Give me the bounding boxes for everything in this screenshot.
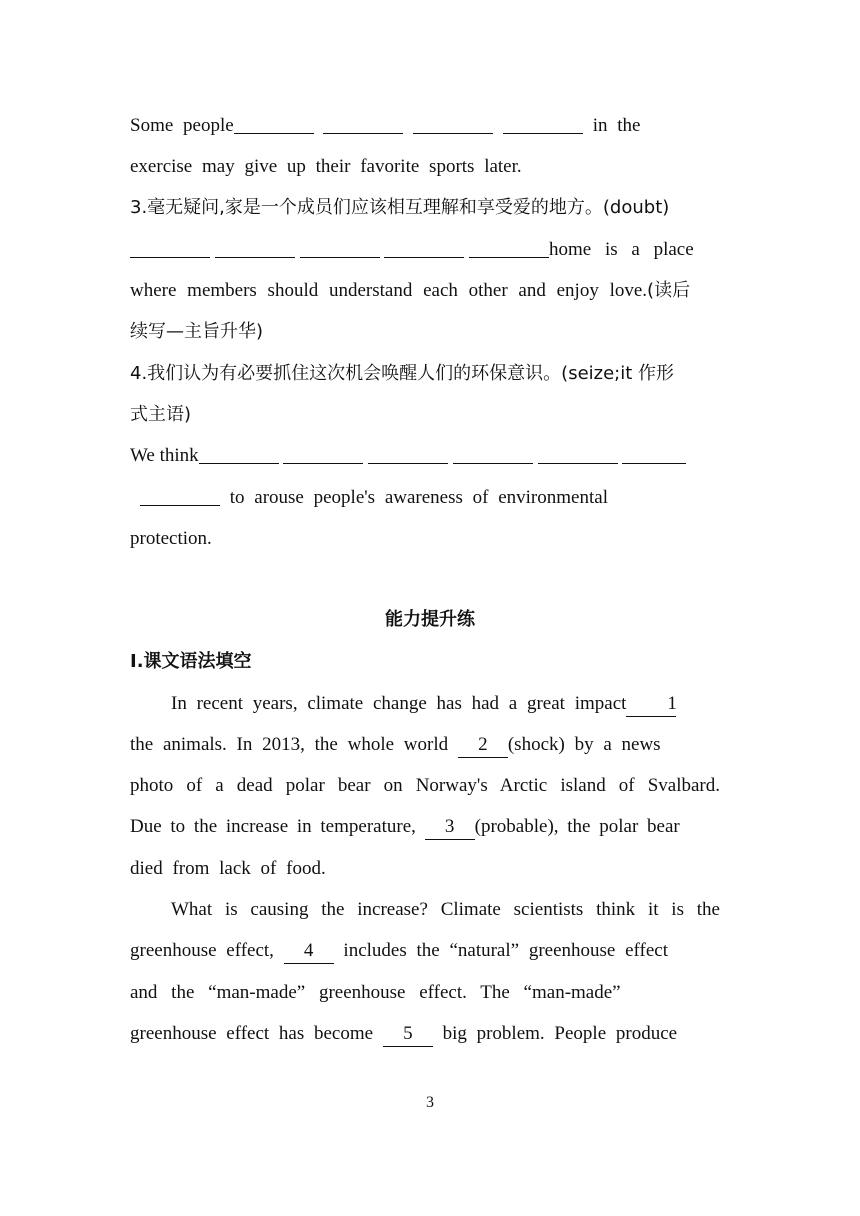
- question-4: 4.我们认为有必要抓住这次机会唤醒人们的环保意识。(seize;it 作形: [130, 363, 675, 384]
- text-fragment: in the: [592, 115, 641, 136]
- numbered-blank: 1: [626, 692, 676, 717]
- question-3: 3.毫无疑问,家是一个成员们应该相互理解和享受爱的地方。(doubt): [130, 197, 670, 218]
- text-fragment: (probable), the polar bear: [474, 816, 680, 837]
- answer-blank: [384, 239, 464, 258]
- numbered-blank: 4: [284, 939, 334, 964]
- text-fragment: Due to the increase in temperature,: [130, 816, 416, 837]
- answer-blank: [199, 445, 279, 464]
- text-fragment: where members should understand each other and enjoy love.: [130, 280, 648, 301]
- passage-line: What is causing the increase? Climate scientists think it is the: [171, 899, 720, 920]
- answer-blank: [140, 487, 220, 506]
- text-line: [130, 279, 690, 303]
- text-line: [130, 114, 640, 138]
- passage-line: [130, 815, 680, 840]
- passage-line: [130, 939, 668, 964]
- text-fragment: to arouse people's awareness of environmental: [229, 487, 608, 508]
- text-fragment: includes the “natural” greenhouse effect: [343, 940, 668, 961]
- text-line: [140, 486, 608, 510]
- text-line: [130, 444, 686, 468]
- numbered-blank: 5: [383, 1022, 433, 1047]
- answer-blank: [215, 239, 295, 258]
- passage-line: [130, 1022, 677, 1047]
- answer-blank: [234, 115, 314, 134]
- text-line: [130, 238, 694, 262]
- passage-line: died from lack of food.: [130, 858, 326, 879]
- text-line: 续写—主旨升华): [130, 321, 264, 342]
- text-fragment: In recent years, climate change has had a great impact: [171, 693, 627, 714]
- answer-blank: [283, 445, 363, 464]
- text-line: protection.: [130, 528, 212, 549]
- text-fragment: Some people: [130, 115, 234, 136]
- text-fragment: greenhouse effect,: [130, 940, 274, 961]
- section-subtitle: Ⅰ.课文语法填空: [130, 651, 252, 672]
- text-fragment: We think: [130, 445, 199, 466]
- answer-blank: [469, 239, 549, 258]
- answer-blank: [368, 445, 448, 464]
- text-fragment: big problem. People produce: [442, 1023, 678, 1044]
- passage-line: photo of a dead polar bear on Norway's Arctic island of Svalbard.: [130, 775, 720, 796]
- answer-blank: [453, 445, 533, 464]
- answer-blank: [413, 115, 493, 134]
- answer-blank: [323, 115, 403, 134]
- numbered-blank: 2: [458, 733, 508, 758]
- text-fragment: (读后: [647, 280, 691, 301]
- page-number: 3: [426, 1094, 434, 1111]
- answer-blank: [622, 445, 686, 464]
- text-line: 式主语): [130, 404, 192, 425]
- answer-blank: [130, 239, 210, 258]
- section-title: 能力提升练: [385, 609, 475, 630]
- answer-blank: [538, 445, 618, 464]
- text-fragment: greenhouse effect has become: [130, 1023, 374, 1044]
- answer-blank: [300, 239, 380, 258]
- text-fragment: the animals. In 2013, the whole world: [130, 734, 449, 755]
- text-line: exercise may give up their favorite sports later.: [130, 156, 522, 177]
- answer-blank: [503, 115, 583, 134]
- text-fragment: home is a place: [549, 239, 694, 260]
- text-fragment: (shock) by a news: [507, 734, 661, 755]
- passage-line: and the “man-made” greenhouse effect. The “man-made”: [130, 982, 621, 1003]
- passage-line: [130, 692, 676, 717]
- passage-line: [130, 733, 661, 758]
- numbered-blank: 3: [425, 815, 475, 840]
